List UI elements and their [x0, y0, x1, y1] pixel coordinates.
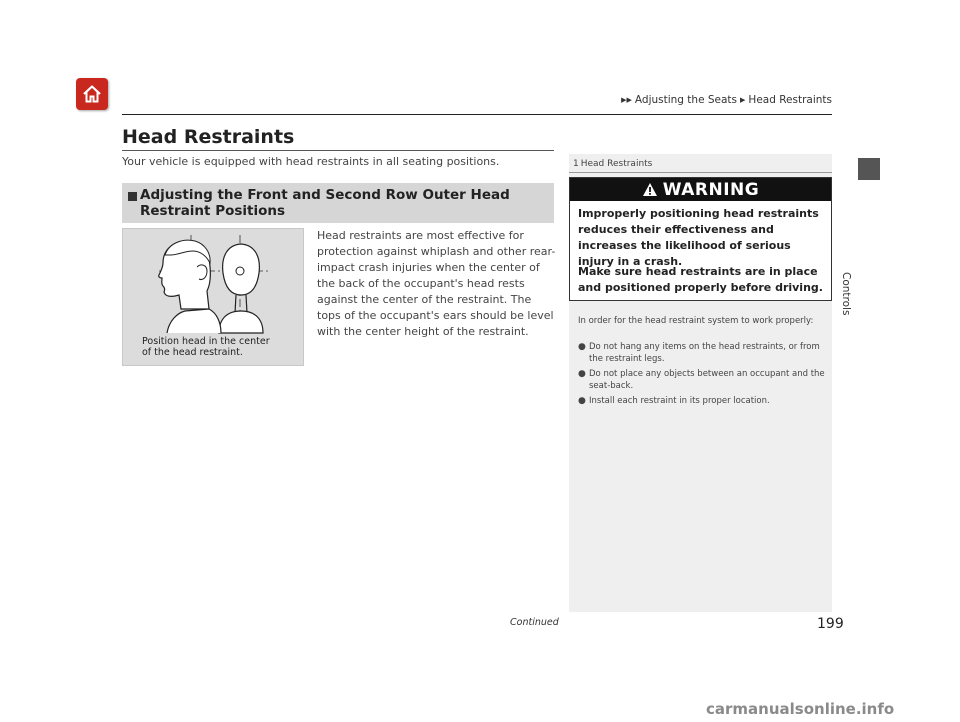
warning-banner [570, 178, 831, 201]
breadcrumb-arrow-icon: ▶▶ [621, 96, 632, 104]
breadcrumb [621, 94, 832, 106]
bullet-icon: ● [578, 396, 586, 406]
watermark-text: carmanualsonline.info [706, 700, 895, 718]
continued-label: Continued [510, 617, 559, 628]
warning-paragraph: Make sure head restraints are in place and positioned properly before driving. [578, 265, 823, 294]
sidebar-heading [573, 159, 652, 169]
note-text: Install each restraint in its proper location. [589, 396, 770, 406]
page-number: 199 [817, 616, 844, 632]
note-intro: In order for the head restraint system to work properly: [578, 316, 814, 326]
warning-label: WARNING [662, 179, 760, 200]
section-title: Adjusting the Front and Second Row Outer Head Restraint Positions [140, 187, 510, 219]
side-tab-label[interactable]: Controls [840, 272, 852, 316]
section-heading [122, 183, 554, 223]
breadcrumb-item-seats[interactable]: Adjusting the Seats [634, 94, 738, 106]
figure-caption-line: of the head restraint. [142, 347, 243, 358]
bullet-icon: ● [578, 369, 586, 379]
list-item [578, 341, 826, 365]
home-icon [81, 83, 103, 105]
intro-text: Your vehicle is equipped with head restraints in all seating positions. [122, 155, 500, 168]
breadcrumb-arrow-icon: ▶ [740, 96, 746, 104]
title-divider [122, 150, 554, 151]
note-text: Do not place any objects between an occupant and the seat-back. [589, 369, 825, 391]
list-item [578, 368, 826, 392]
section-square-icon [128, 192, 137, 201]
header-divider [122, 114, 832, 115]
breadcrumb-item-head-restraints[interactable]: Head Restraints [748, 94, 832, 106]
list-item [578, 395, 826, 407]
side-tab-marker[interactable] [858, 158, 880, 180]
warning-box [569, 177, 832, 301]
sidebar-heading-text: Head Restraints [580, 159, 653, 169]
head-restraint-illustration [122, 228, 304, 366]
bullet-icon: ● [578, 342, 586, 352]
note-text: Do not hang any items on the head restraints, or from the restraint legs. [589, 342, 820, 364]
notes-sidebar [569, 154, 832, 612]
warning-triangle-icon [642, 182, 658, 197]
home-button[interactable] [76, 78, 108, 110]
warning-paragraph: Improperly positioning head restraints reduces their effectiveness and increases the likelihood of serious injury in a crash. [578, 207, 819, 268]
note-list [578, 341, 826, 410]
page-title: Head Restraints [122, 126, 295, 148]
body-text: Head restraints are most effective for protection against whiplash and other rear-impact crash injuries when the center of the back of the occupant's head rests against the center of the restraint. The tops of the occupant's ears should be level with the center height of the restraint. [317, 229, 556, 338]
figure-caption-line: Position head in the center [142, 336, 270, 347]
sidebar-divider [569, 172, 832, 173]
figure-caption [142, 336, 302, 358]
reference-mark-icon: 1 [573, 159, 579, 169]
